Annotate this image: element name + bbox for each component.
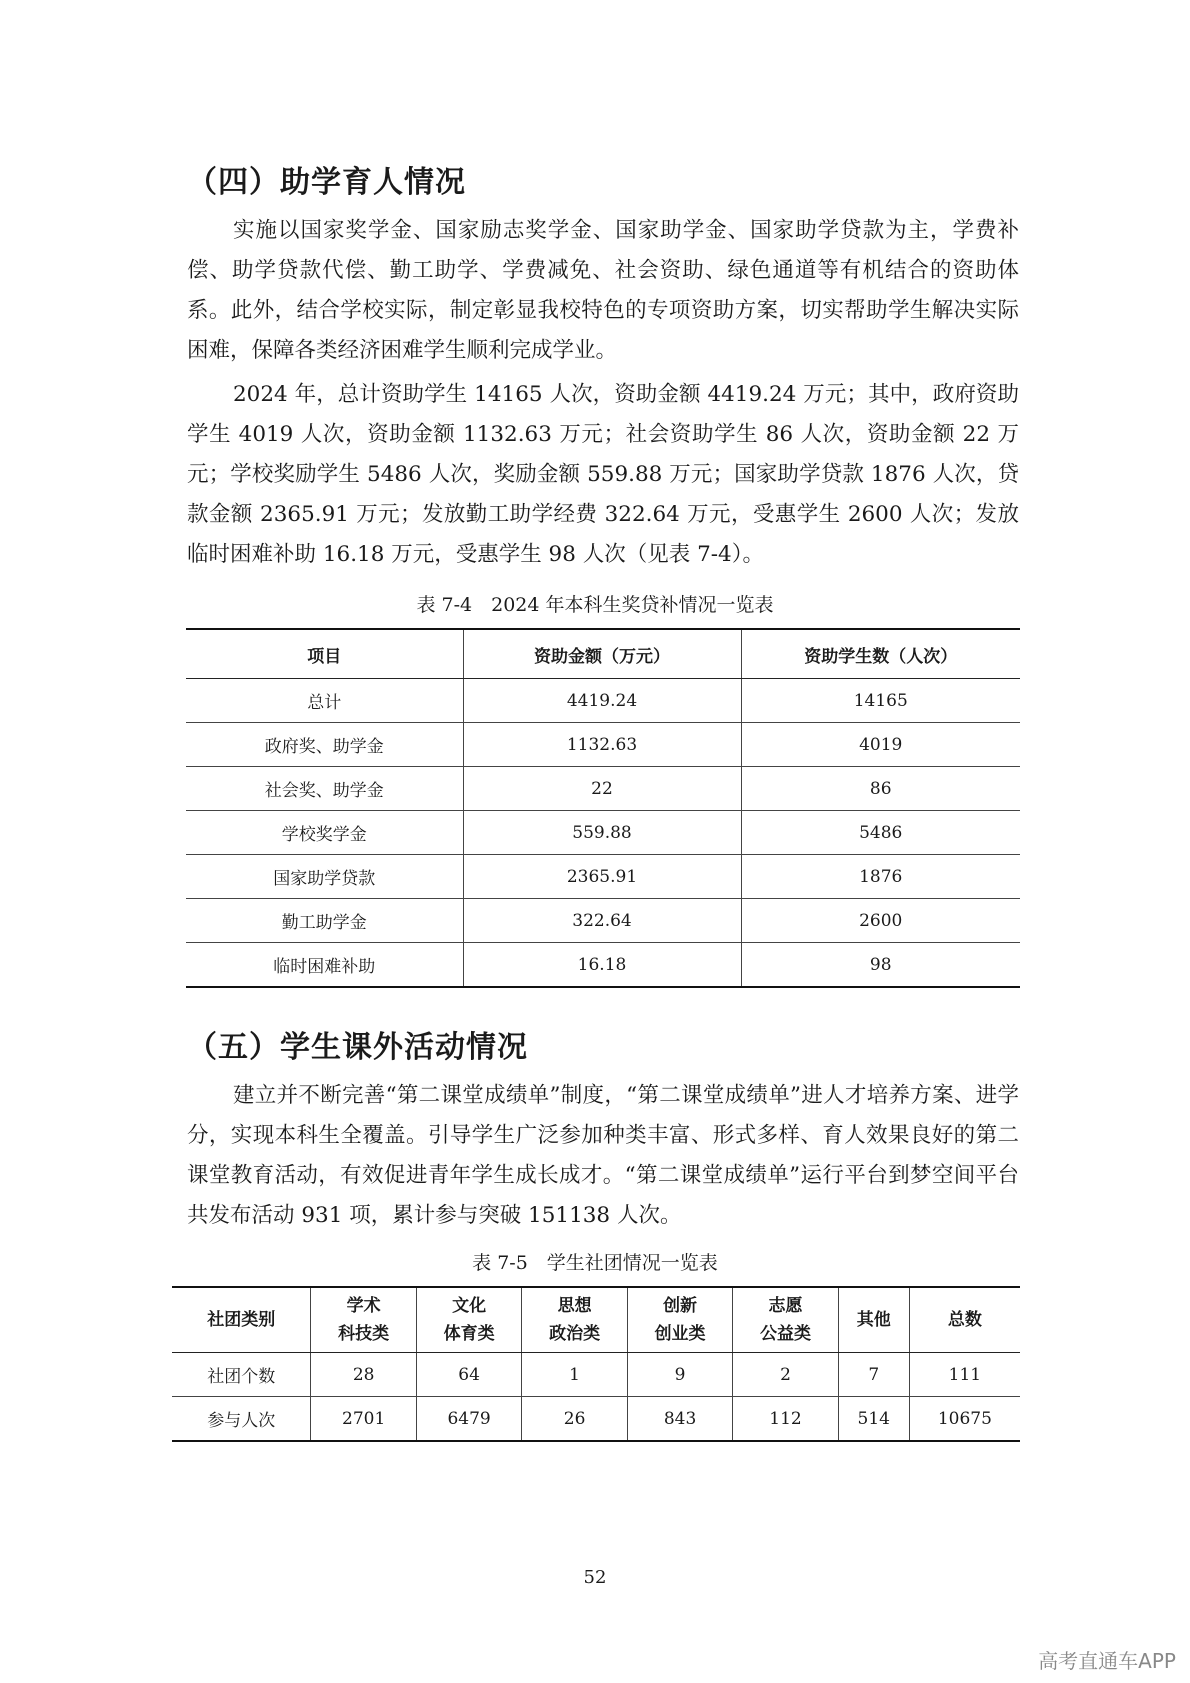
table-row [186,855,1020,899]
column-header-line2: 政治类 [549,1324,601,1344]
column-header: 项目 [186,629,463,679]
table-cell: 2701 [311,1397,416,1442]
column-header-line2: 体育类 [443,1324,495,1344]
aid-table [186,628,1020,988]
table-cell: 参与人次 [172,1397,311,1442]
table-row [186,723,1020,767]
column-header-line1: 思想 [557,1296,592,1316]
table-cell: 6479 [416,1397,521,1442]
table-cell: 临时困难补助 [186,943,463,988]
table-cell: 514 [838,1397,909,1442]
table-header-row [186,629,1020,679]
table-cell: 111 [909,1353,1020,1397]
table-row [186,811,1020,855]
table-row [172,1353,1020,1397]
table-cell: 322.64 [463,899,741,943]
table-cell: 国家助学贷款 [186,855,463,899]
aid-system-paragraph: 实施以国家奖学金、国家励志奖学金、国家助学金、国家助学贷款为主，学费补偿、助学贷款代偿、勤工助学、学费减免、社会资助、绿色通道等有机结合的资助体系。此外，结合学校实际，制定彰显我校特色的专项资助方案，切实帮助学生解决实际困难，保障各类经济困难学生顺利完成学业。 [187,218,1019,363]
table-cell: 28 [311,1353,416,1397]
table-cell: 7 [838,1353,909,1397]
club-table-caption: 表 7-5 学生社团情况一览表 [472,1252,718,1274]
aid-statistics-paragraph: 2024 年，总计资助学生 14165 人次，资助金额 4419.24 万元；其中，政府资助学生 4019 人次，资助金额 1132.63 万元；社会资助学生 86 人次，资助金额 22 万元；学校奖励学生 5486 人次，奖励金额 559.88 万元；国家助学贷款 1876 人次，贷款金额 2365.91 万元；发放勤工助学经费 322.64 万元，受惠学生 2600 人次；发放临时困难补助 16.18 万元，受惠学生 98 人次（见表 7-4）。 [187,382,1019,567]
column-header-line2: 创业类 [654,1324,706,1344]
column-header-line1: 学术 [346,1296,381,1316]
table-row [186,767,1020,811]
table-cell: 559.88 [463,811,741,855]
table-cell: 勤工助学金 [186,899,463,943]
table-cell: 5486 [741,811,1020,855]
column-header [416,1287,521,1353]
table-cell: 86 [741,767,1020,811]
column-header-line2: 公益类 [760,1324,812,1344]
column-header: 资助学生数（人次） [741,629,1020,679]
column-header [909,1287,1020,1353]
table-cell: 总计 [186,679,463,723]
table-cell: 政府奖、助学金 [186,723,463,767]
table-cell: 14165 [741,679,1020,723]
page-number: 52 [583,1567,607,1588]
column-header [172,1287,311,1353]
table-row [172,1397,1020,1442]
column-header [627,1287,732,1353]
activities-paragraph: 建立并不断完善“第二课堂成绩单”制度，“第二课堂成绩单”进人才培养方案、进学分，实现本科生全覆盖。引导学生广泛参加种类丰富、形式多样、育人效果良好的第二课堂教育活动，有效促进青年学生成长成才。“第二课堂成绩单”运行平台到梦空间平台共发布活动 931 项，累计参与突破 151138 人次。 [187,1083,1019,1228]
column-header-line1: 文化 [452,1296,487,1316]
table-cell: 4019 [741,723,1020,767]
column-header-line2: 科技类 [338,1324,390,1344]
club-table [172,1286,1020,1442]
table-cell: 学校奖学金 [186,811,463,855]
column-header-label: 社团类别 [207,1310,276,1330]
table-cell: 1132.63 [463,723,741,767]
column-header [838,1287,909,1353]
watermark: 高考直通车APP [1038,1649,1176,1673]
table-cell: 26 [522,1397,627,1442]
column-header-label: 其他 [856,1310,891,1330]
table-cell: 1876 [741,855,1020,899]
table-cell: 112 [733,1397,838,1442]
table-cell: 2 [733,1353,838,1397]
table-row [186,679,1020,723]
aid-table-caption: 表 7-4 2024 年本科生奖贷补情况一览表 [416,594,774,616]
table-cell: 4419.24 [463,679,741,723]
table-cell: 2600 [741,899,1020,943]
column-header-label: 总数 [947,1310,982,1330]
column-header-line1: 创新 [663,1296,698,1316]
table-cell: 843 [627,1397,732,1442]
table-row [186,899,1020,943]
table-cell: 10675 [909,1397,1020,1442]
table-cell: 16.18 [463,943,741,988]
section-heading-aid: （四）助学育人情况 [187,165,466,200]
table-cell: 64 [416,1353,521,1397]
table-row [186,943,1020,988]
column-header [311,1287,416,1353]
table-cell: 98 [741,943,1020,988]
column-header-line1: 志愿 [768,1296,803,1316]
table-cell: 社团个数 [172,1353,311,1397]
column-header [522,1287,627,1353]
table-cell: 2365.91 [463,855,741,899]
table-cell: 社会奖、助学金 [186,767,463,811]
section-heading-activities: （五）学生课外活动情况 [187,1030,528,1065]
table-cell: 9 [627,1353,732,1397]
table-cell: 22 [463,767,741,811]
table-header-row [172,1287,1020,1353]
column-header [733,1287,838,1353]
column-header: 资助金额（万元） [463,629,741,679]
table-cell: 1 [522,1353,627,1397]
